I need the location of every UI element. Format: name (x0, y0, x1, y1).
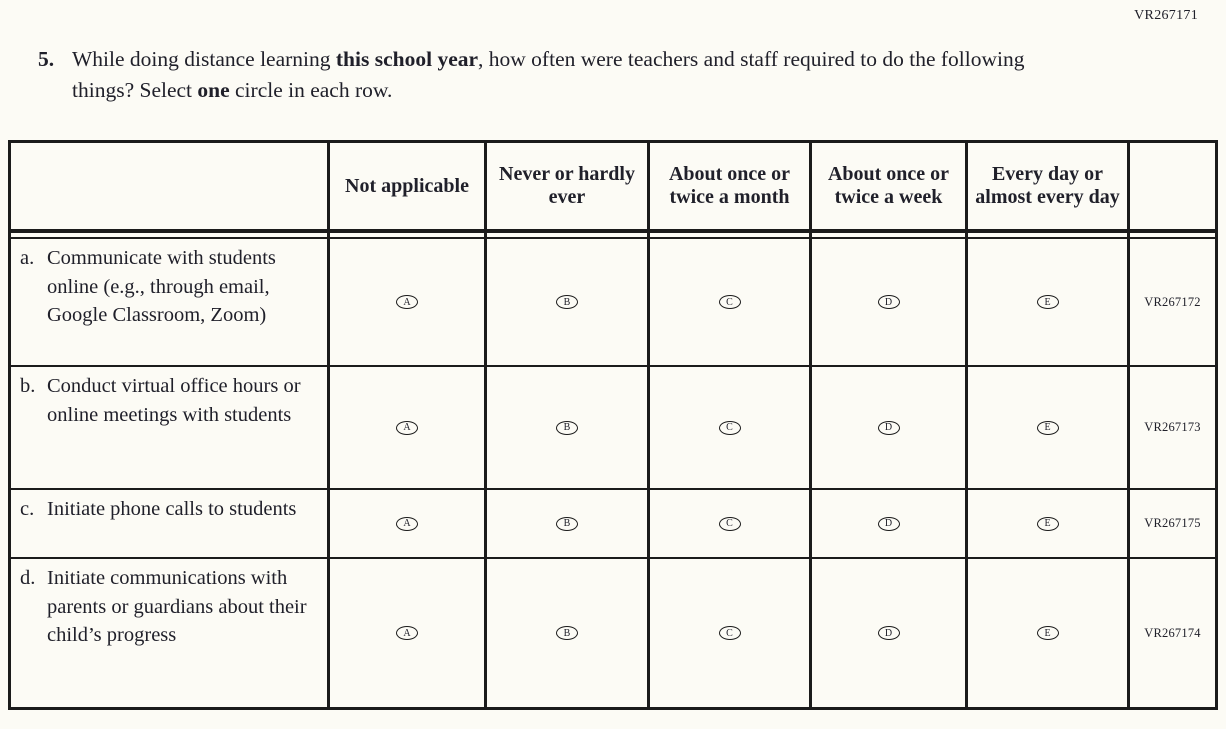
cell-c-week (812, 490, 968, 559)
option-bubble-d[interactable]: D (878, 517, 900, 531)
cell-b-not-applicable (330, 367, 487, 490)
option-bubble-d[interactable]: D (878, 295, 900, 309)
option-bubble-e[interactable]: E (1037, 517, 1059, 531)
row-label-d (11, 559, 330, 707)
row-letter: a. (20, 247, 35, 269)
option-bubble-c[interactable]: C (719, 517, 741, 531)
question-text-bold1: this school year (335, 47, 479, 71)
option-bubble-e[interactable]: E (1037, 421, 1059, 435)
header-never-or-hardly-ever: Never or hardly ever (487, 143, 650, 233)
option-bubble-e[interactable]: E (1037, 626, 1059, 640)
row-letter: d. (20, 567, 36, 589)
option-bubble-b[interactable]: B (556, 517, 578, 531)
row-label-c (11, 490, 330, 559)
question-text-part1: While doing distance learning (72, 47, 336, 71)
cell-c-month (650, 490, 812, 559)
question-text (72, 44, 1048, 105)
question-text-part3: circle in each row. (229, 77, 393, 102)
row-label-text: Communicate with students online (e.g., through email, Google Classroom, Zoom) (47, 247, 276, 327)
cell-d-everyday (968, 559, 1130, 707)
option-bubble-d[interactable]: D (878, 626, 900, 640)
row-code-a: VR267172 (1130, 239, 1215, 367)
question-text-part2: , how often were teachers and staff required to do the following things? Select (72, 47, 1025, 102)
header-once-twice-week: About once or twice a week (812, 143, 968, 233)
cell-d-never (487, 559, 650, 707)
row-label-a (11, 239, 330, 367)
option-bubble-b[interactable]: B (556, 295, 578, 309)
response-matrix-table (8, 140, 1218, 710)
option-bubble-c[interactable]: C (719, 421, 741, 435)
option-bubble-b[interactable]: B (556, 626, 578, 640)
cell-d-week (812, 559, 968, 707)
option-bubble-e[interactable]: E (1037, 295, 1059, 309)
header-every-day: Every day or almost every day (968, 143, 1130, 233)
header-not-applicable: Not applicable (330, 143, 487, 233)
option-bubble-a[interactable]: A (396, 626, 418, 640)
option-bubble-c[interactable]: C (719, 295, 741, 309)
row-code-c: VR267175 (1130, 490, 1215, 559)
question-number: 5. (38, 47, 55, 71)
row-label-text: Initiate communications with parents or guardians about their child’s progress (47, 567, 307, 647)
page-code: VR267171 (1134, 8, 1198, 23)
header-once-twice-month: About once or twice a month (650, 143, 812, 233)
row-label-text: Conduct virtual office hours or online meetings with students (47, 375, 301, 426)
option-bubble-a[interactable]: A (396, 421, 418, 435)
option-bubble-b[interactable]: B (556, 421, 578, 435)
cell-b-month (650, 367, 812, 490)
row-letter: c. (20, 498, 35, 520)
cell-a-month (650, 239, 812, 367)
option-bubble-c[interactable]: C (719, 626, 741, 640)
cell-b-never (487, 367, 650, 490)
cell-a-not-applicable (330, 239, 487, 367)
cell-a-everyday (968, 239, 1130, 367)
cell-b-everyday (968, 367, 1130, 490)
cell-d-not-applicable (330, 559, 487, 707)
question-text-bold2: one (197, 77, 230, 102)
header-code-column-empty (1130, 143, 1215, 233)
cell-a-never (487, 239, 650, 367)
cell-c-everyday (968, 490, 1130, 559)
cell-c-never (487, 490, 650, 559)
cell-b-week (812, 367, 968, 490)
header-corner-empty (11, 143, 330, 233)
cell-d-month (650, 559, 812, 707)
row-code-d: VR267174 (1144, 625, 1201, 640)
row-label-b (11, 367, 330, 490)
row-code-b: VR267173 (1130, 367, 1215, 490)
option-bubble-d[interactable]: D (878, 421, 900, 435)
cell-c-not-applicable (330, 490, 487, 559)
row-letter: b. (20, 375, 36, 397)
cell-a-week (812, 239, 968, 367)
option-bubble-a[interactable]: A (396, 295, 418, 309)
option-bubble-a[interactable]: A (396, 517, 418, 531)
question-5 (38, 44, 1048, 105)
row-label-text: Initiate phone calls to students (47, 498, 297, 520)
